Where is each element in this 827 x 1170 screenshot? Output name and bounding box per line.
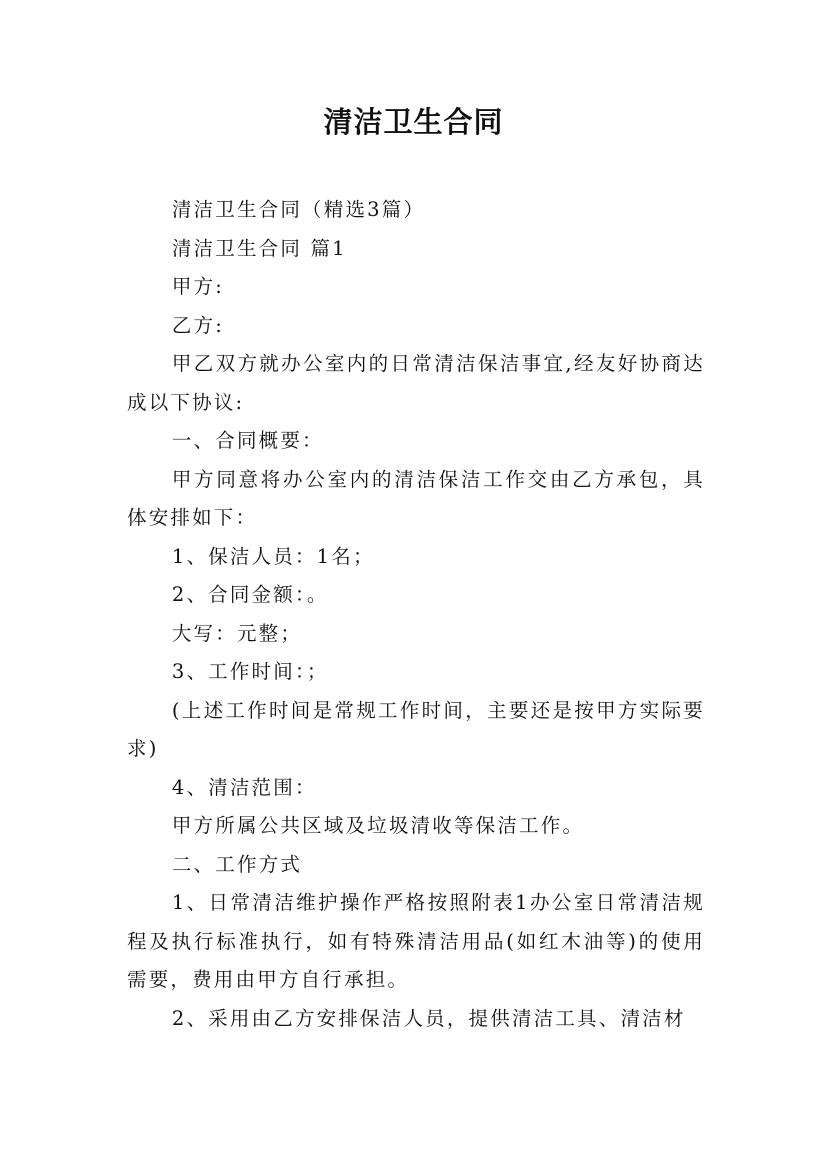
paragraph-intro: 甲乙双方就办公室内的日常清洁保洁事宜,经友好协商达成以下协议: [127,352,705,414]
paragraph-hours-note: (上述工作时间是常规工作时间，主要还是按甲方实际要求) [127,698,705,760]
paragraph-heading-method: 二、工作方式 [171,852,303,876]
paragraph-section-heading: 清洁卫生合同 篇1 [171,236,347,260]
paragraph-heading-overview: 一、合同概要： [171,429,324,452]
paragraph-scope-detail: 甲方所属公共区域及垃圾清收等保洁工作。 [171,814,585,837]
document-body [127,191,705,1038]
document-title: 清洁卫生合同 [323,105,504,139]
paragraph-party-a: 甲方: [171,275,225,298]
paragraph-item-amount: 2、合同金额：。 [171,583,329,606]
paragraph-item-amount-words: 大写：元整； [171,621,303,645]
paragraph-party-b: 乙方: [171,313,225,337]
paragraph-item-hours: 3、工作时间：； [171,660,329,683]
paragraph-item-staff: 1、保洁人员：1名； [171,544,375,568]
paragraph-method-2: 2、采用由乙方安排保洁人员，提供清洁工具、清洁材 [171,1006,686,1030]
paragraph-overview: 甲方同意将办公室内的清洁保洁工作交由乙方承包，具体安排如下： [127,467,705,529]
paragraph-subtitle: 清洁卫生合同（精选3篇） [171,198,426,221]
paragraph-item-scope: 4、清洁范围： [171,775,317,799]
paragraph-method-1: 1、日常清洁维护操作严格按照附表1办公室日常清洁规程及执行标准执行，如有特殊清洁用品(如红木油等)的使用需要，费用由甲方自行承担。 [127,891,705,991]
